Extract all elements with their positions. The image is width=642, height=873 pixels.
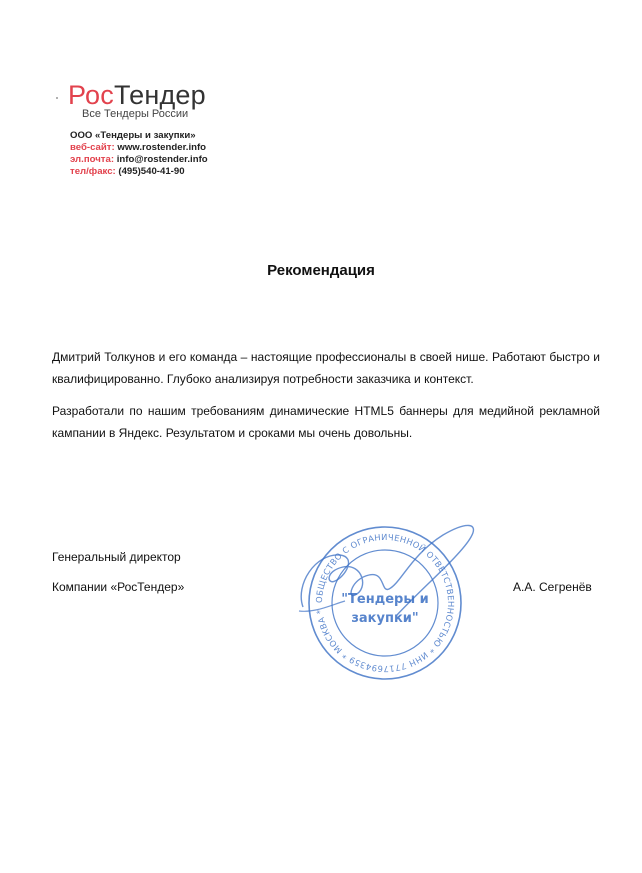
email-row: [70, 154, 208, 166]
document-title: Рекомендация: [267, 262, 375, 279]
signer-company: Компании «РосТендер»: [52, 580, 185, 594]
phone-number: (495)540-41-90: [118, 166, 185, 177]
stamp-ring-text: ОБЩЕСТВО С ОГРАНИЧЕННОЙ ОТВЕТСТВЕННОСТЬЮ * ИНН 7717694359 * МОСКВА *: [313, 531, 457, 675]
website-row: [70, 142, 208, 154]
email-label: эл.почта:: [70, 154, 115, 165]
body-paragraph-1: Дмитрий Толкунов и его команда – настоящие профессионалы в своей нише. Работают быстро и квалифицированно. Глубоко анализируя потребности заказчика и контекст.: [52, 350, 600, 386]
website-label: веб-сайт:: [70, 142, 115, 153]
logo-ros: Рос: [68, 80, 114, 110]
body-paragraph-2: Разработали по нашим требованиям динамические HTML5 баннеры для медийной рекламной кампании в Яндекс. Результатом и сроками мы очень довольны.: [52, 404, 600, 440]
stamp-inner-line-1: "Тендеры и: [341, 592, 429, 607]
decorative-dot: [56, 97, 58, 99]
company-stamp: [285, 515, 485, 685]
phone-label: тел/факс:: [70, 166, 116, 177]
company-logo: [68, 80, 206, 120]
signer-position: Генеральный директор: [52, 550, 181, 564]
logo-wordmark: [68, 80, 206, 110]
logo-tagline: Все Тендеры России: [82, 108, 189, 120]
signer-name: А.А. Сегренёв: [513, 580, 592, 594]
website-link[interactable]: www.rostender.info: [117, 142, 207, 153]
email-link[interactable]: info@rostender.info: [116, 154, 208, 165]
contact-block: [70, 130, 208, 178]
company-name: ООО «Тендеры и закупки»: [70, 130, 196, 141]
stamp-inner-line-2: закупки": [351, 611, 419, 626]
logo-tender: Тендер: [113, 80, 206, 110]
phone-row: [70, 166, 208, 178]
